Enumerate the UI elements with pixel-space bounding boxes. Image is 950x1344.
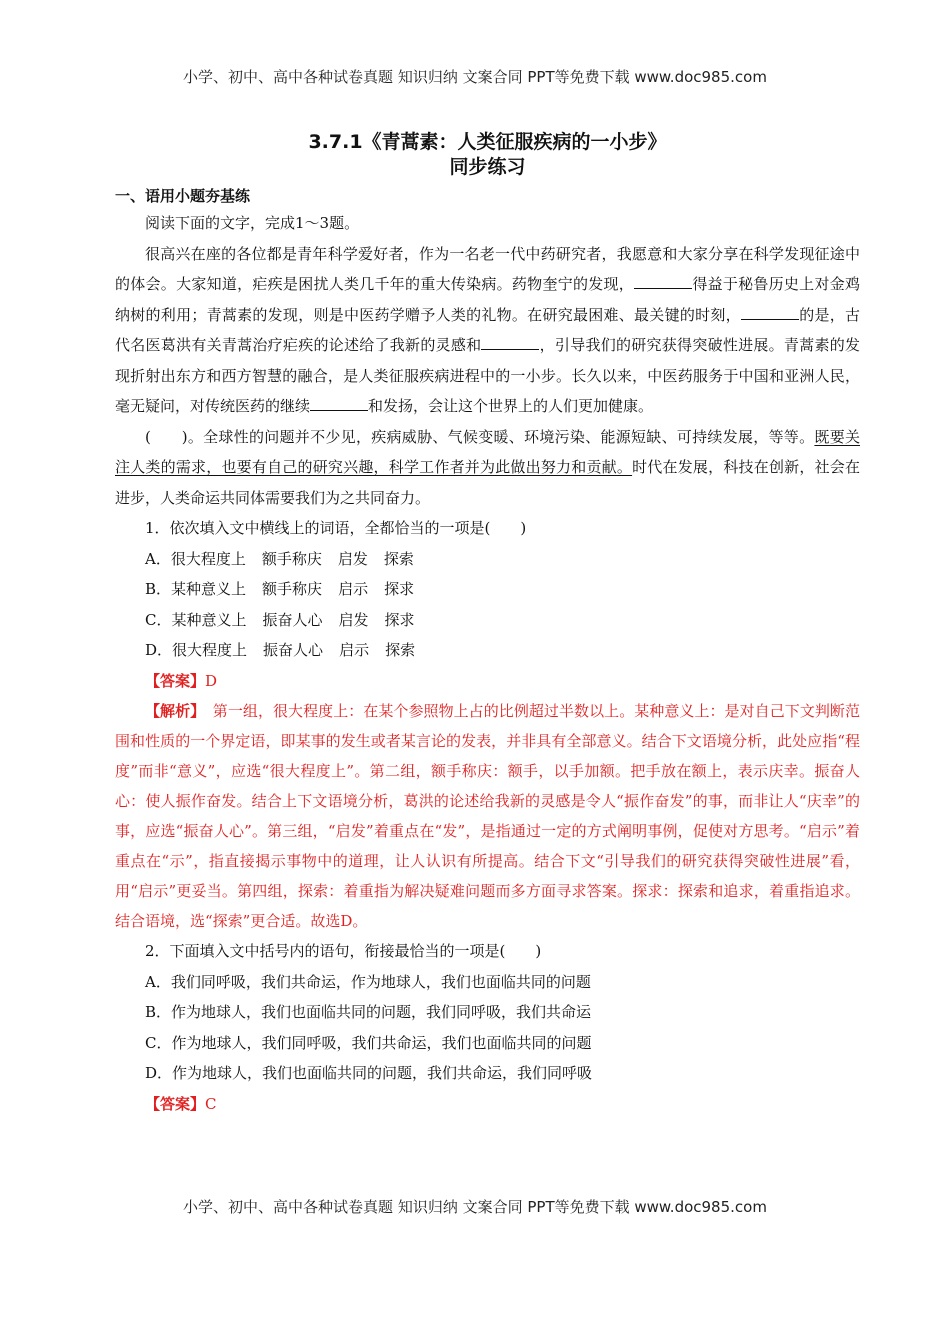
passage-text: 得益于秘鲁历史上对金鸡纳树的利用；青蒿素的发现，则是中医药学赠予人类的礼物。在研究最困难、最关键的时刻，	[115, 275, 860, 324]
passage-paragraph-2	[115, 422, 860, 514]
fill-blank-3	[481, 335, 539, 350]
fill-blank-2	[741, 305, 799, 320]
question-2-option-b: B．作为地球人，我们也面临共同的问题，我们同呼吸，我们共命运	[145, 1003, 592, 1021]
question-2-answer: 【答案】C	[145, 1094, 217, 1113]
question-1-option-d: D．很大程度上 振奋人心 启示 探索	[145, 641, 416, 659]
title-line-2: 同步练习	[449, 156, 526, 178]
fill-blank-1	[634, 274, 692, 289]
passage-text: ( )。全球性的问题并不少见，疾病威胁、气候变暖、环境污染、能源短缺、可持续发展，等等。	[145, 427, 815, 446]
passage-text: 和发扬，会让这个世界上的人们更加健康。	[368, 397, 654, 415]
passage-text: 时代在发展，科技在创新，社会在进步，人类命运共同体需要我们为之共同奋力。	[115, 458, 860, 507]
passage-text: ，引导我们的研究获得突破性进展。青蒿素的发现折射出东方和西方智慧的融合，是人类征服疾病进程中的一小步。长久以来，中医药服务于中国和亚洲人民，毫无疑问，对传统医药的继续	[115, 336, 860, 415]
question-2-option-a: A．我们同呼吸，我们共命运，作为地球人，我们也面临共同的问题	[145, 972, 591, 991]
passage-text: 的是，古代名医葛洪有关青蒿治疗疟疾的论述给了我新的灵感和	[115, 305, 860, 354]
question-2-stem: 2．下面填入文中括号内的语句，衔接最恰当的一项是( )	[145, 942, 542, 960]
passage-text: 很高兴在座的各位都是青年科学爱好者，作为一名老一代中药研究者，我愿意和大家分享在科学发现征途中的体会。大家知道，疟疾是困扰人类几千年的重大传染病。药物奎宁的发现，	[115, 244, 860, 293]
document-body	[115, 130, 860, 1119]
question-2-option-d: D．作为地球人，我们也面临共同的问题，我们共命运，我们同呼吸	[145, 1064, 593, 1082]
page-footer: 小学、初中、高中各种试卷真题 知识归纳 文案合同 PPT等免费下载 www.doc985.com	[183, 1198, 767, 1216]
title-line-1: 3.7.1《青蒿素：人类征服疾病的一小步》	[308, 131, 667, 153]
page-title	[115, 130, 860, 180]
question-1-analysis: 【解析】 第一组，很大程度上：在某个参照物上占的比例超过半数以上。某种意义上：是对自己下文判断范围和性质的一个界定语，即某事的发生或者某言论的发表，并非具有全部意义。结合下文语境分析，此处应指“程度”而非“意义”，应选“很大程度上”。第二组，额手称庆：额手，以手加额。把手放在额上，表示庆幸。振奋人心：使人振作奋发。结合上下文语境分析，葛洪的论述给我新的灵感是令人“振作奋发”的事，而非让人“庆幸”的事，应选“振奋人心”。第三组，“启发”着重点在“发”，是指通过一定的方式阐明事例，促使对方思考。“启示”着重点在“示”，指直接揭示事物中的道理，让人认识有所提高。结合下文“引导我们的研究获得突破性进展”看，用“启示”更妥当。第四组，探索：着重指为解决疑难问题而多方面寻求答案。探求：探索和追求，着重指追求。结合语境，选“探索”更合适。故选D。	[115, 702, 860, 930]
question-1-option-b: B．某种意义上 额手称庆 启示 探求	[145, 580, 415, 598]
fill-blank-4	[310, 396, 368, 411]
question-1-option-a: A．很大程度上 额手称庆 启发 探索	[145, 549, 414, 568]
section-heading: 一、语用小题夯基练	[115, 187, 251, 205]
reading-intro: 阅读下面的文字，完成1～3题。	[145, 214, 360, 232]
question-1-answer: 【答案】D	[145, 671, 218, 690]
passage-paragraph-1	[115, 239, 860, 422]
underlined-sentence: 既要关注人类的需求，也要有自己的研究兴趣，科学工作者并为此做出努力和贡献。	[115, 427, 860, 476]
question-2-option-c: C．作为地球人，我们同呼吸，我们共命运，我们也面临共同的问题	[145, 1033, 592, 1052]
question-1-stem: 1．依次填入文中横线上的词语，全都恰当的一项是( )	[145, 519, 527, 537]
question-1-option-c: C．某种意义上 振奋人心 启发 探求	[145, 610, 415, 629]
page-header: 小学、初中、高中各种试卷真题 知识归纳 文案合同 PPT等免费下载 www.doc985.com	[183, 68, 767, 86]
